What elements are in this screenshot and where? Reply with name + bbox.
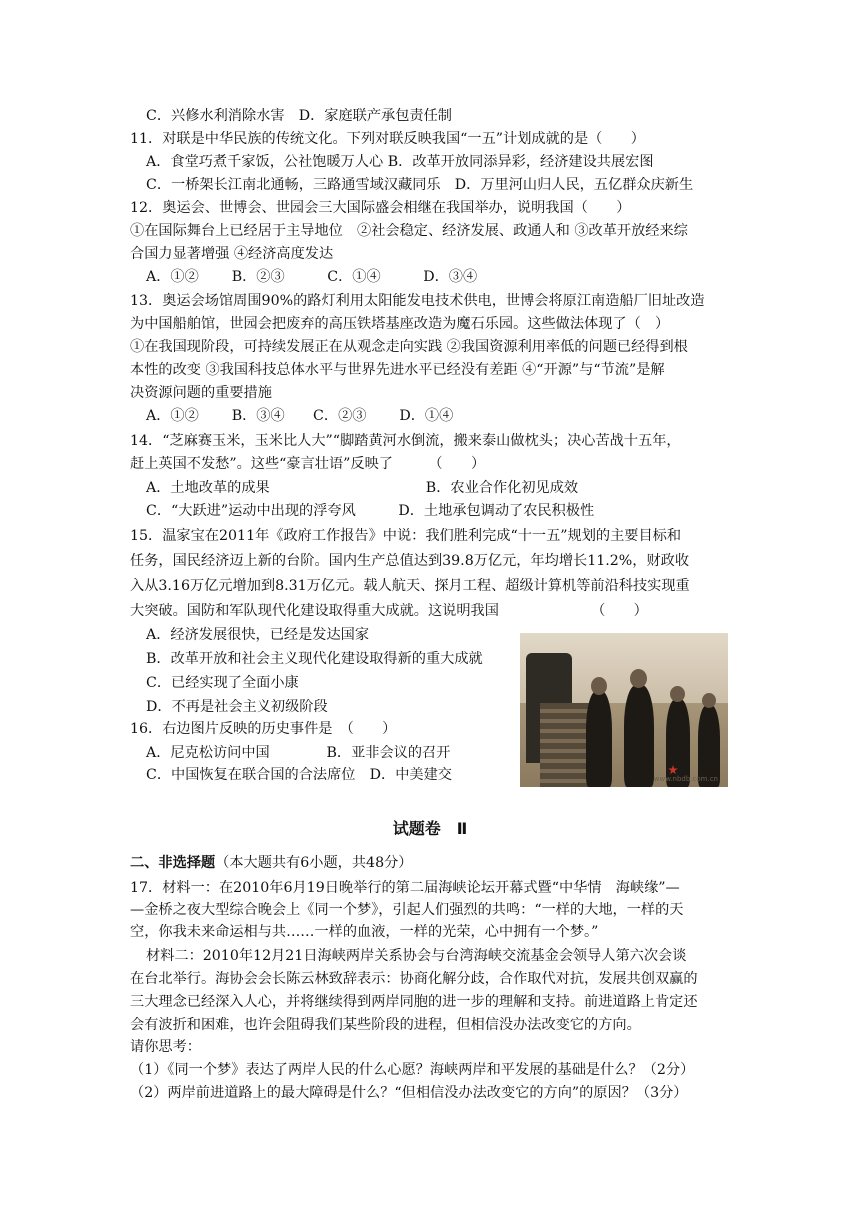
text-line: 为中国船舶馆，世园会把废弃的高压铁塔基座改造为魔石乐园。这些做法体现了（ ） [130, 316, 670, 332]
text-line: 赶上英国不发愁”。这些“豪言壮语”反映了 （ ） [130, 456, 486, 472]
text-line: 决资源问题的重要措施 [130, 385, 272, 401]
text-line: C．已经实现了全面小康 [146, 675, 299, 691]
text-line: 本性的改变 ③我国科技总体水平与世界先进水平已经没有差距 ④“开源”与“节流”是解 [130, 362, 665, 378]
text-line: 任务，国民经济迈上新的台阶。国内生产总值达到39.8万亿元，年均增长11.2%，财政收 [130, 553, 690, 569]
text-line: —金桥之夜大型综合晚会上《同一个梦》，引起人们强烈的共鸣：“一样的大地，一样的天 [130, 902, 684, 918]
person-head [670, 686, 685, 702]
text-line: A．土地改革的成果 B．农业合作化初见成效 [146, 480, 579, 496]
text-line: ①在国际舞台上已经居于主导地位 ②社会稳定、经济发展、政通人和 ③改革开放经来综 [130, 223, 688, 239]
text-line: C．中国恢复在联合国的合法席位 D．中美建交 [146, 767, 452, 783]
photo-watermark: www.nbdb.com.cn [653, 775, 718, 783]
text-line: 请你思考： [130, 1039, 201, 1055]
text-line: C．一桥架长江南北通畅，三路通雪域汉藏同乐 D．万里河山归人民，五亿群众庆新生 [146, 177, 694, 193]
text-line: A．①② B．②③ C．①④ D．③④ [146, 269, 478, 285]
text-line: 在台北举行。海协会会长陈云林致辞表示：协商化解分歧，合作取代对抗，发展共创双赢的 [130, 971, 698, 987]
section-title: 试题卷 Ⅱ [392, 819, 468, 838]
text-line: 空，你我未来命运相与共……一样的血液，一样的光荣，心中拥有一个梦。” [130, 924, 599, 940]
text-line: ①在我国现阶段，可持续发展正在从观念走向实践 ②我国资源利用率低的问题已经得到根 [130, 339, 688, 355]
text-line: 大突破。国防和军队现代化建设取得重大成就。这说明我国 （ ） [130, 603, 648, 619]
text-line: 14．“芝麻赛玉米，玉米比人大”“脚踏黄河水倒流，搬来泰山做枕头；决心苦战十五年， [130, 433, 681, 449]
text-line: 入从3.16万亿元增加到8.31万亿元。载人航天、探月工程、超级计算机等前沿科技实现重 [130, 578, 690, 594]
text-line: C．兴修水利消除水害 D．家庭联产承包责任制 [146, 108, 452, 124]
text-line: A．①② B．③④ C．②③ D．①④ [146, 408, 454, 424]
text-line: 15．温家宝在2011年《政府工作报告》中说：我们胜利完成“十一五”规划的主要目标和 [130, 528, 682, 544]
text-line: 17．材料一：在2010年6月19日晚举行的第二届海峡论坛开幕式暨“中华情 海峡缘”— [130, 880, 680, 896]
text-line: B．改革开放和社会主义现代化建设取得新的重大成就 [146, 651, 483, 667]
text-line: （2）两岸前进道路上的最大障碍是什么？“但相信没办法改变它的方向”的原因？（3分） [130, 1085, 688, 1101]
person-figure [586, 691, 612, 787]
text-line: 11．对联是中华民族的传统文化。下列对联反映我国“一五”计划成就的是（ ） [130, 131, 645, 147]
text-line: 13．奥运会场馆周围90%的路灯利用太阳能发电技术供电，世博会将原江南造船厂旧址改造 [130, 293, 705, 309]
part2-note: （本大题共有6小题，共48分） [215, 855, 413, 871]
text-line: 合国力显著增强 ④经济高度发达 [130, 246, 334, 262]
text-line: 材料二：2010年12月21日海峡两岸关系协会与台湾海峡交流基金会领导人第六次会谈 [146, 948, 687, 964]
text-line: A．食堂巧煮千家饭，公社饱暖万人心 B．改革开放同添异彩，经济建设共展宏图 [146, 154, 654, 170]
text-line: A．经济发展很快，已经是发达国家 [146, 627, 370, 643]
person-head [591, 677, 607, 695]
text-line: A．尼克松访问中国 B．亚非会议的召开 [146, 745, 451, 761]
text-line: 16．右边图片反映的历史事件是 （ ） [130, 721, 397, 737]
text-line: D．不再是社会主义初级阶段 [146, 699, 328, 715]
text-line: 会有波折和困难，也许会阻碍我们某些阶段的进程，但相信没办法改变它的方向。 [130, 1017, 641, 1033]
person-figure [624, 685, 654, 787]
text-line: （1）《同一个梦》表达了两岸人民的什么心愿？海峡两岸和平发展的基础是什么？（2分） [130, 1062, 695, 1078]
part2-heading: 二、非选择题 [130, 855, 216, 871]
text-line: 12．奥运会、世博会、世园会三大国际盛会相继在我国举办，说明我国（ ） [130, 200, 631, 216]
boarding-stairs [540, 703, 590, 787]
person-head [702, 693, 716, 708]
text-line: 三大理念已经深入人心，并将继续得到两岸同胞的进一步的理解和支持。前进道路上肯定还 [130, 994, 698, 1010]
person-figure [666, 699, 690, 787]
part2-heading-line [130, 852, 412, 874]
person-head [630, 669, 647, 688]
text-line: C．“大跃进”运动中出现的浮夸风 D．土地承包调动了农民积极性 [146, 503, 595, 519]
history-photo [520, 633, 728, 787]
